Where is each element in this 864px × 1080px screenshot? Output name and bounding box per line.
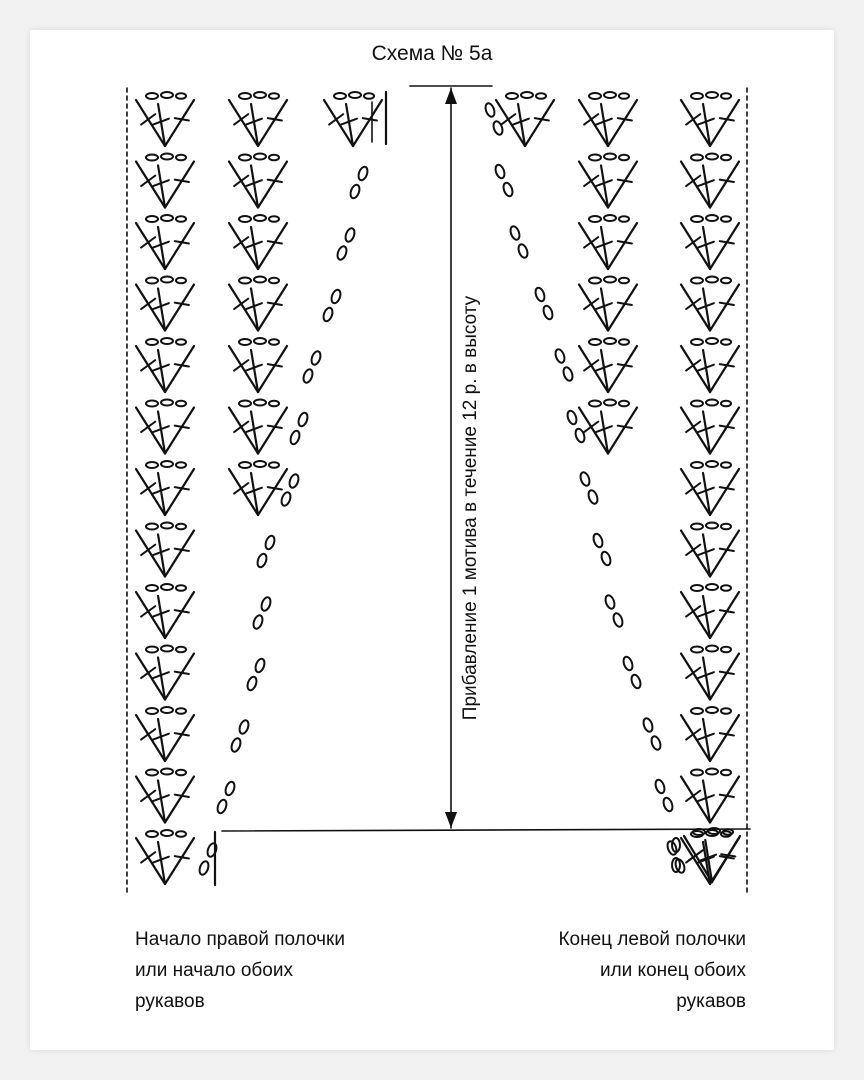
chain-stitch [254,658,266,674]
chain-stitch [161,400,173,406]
chain-stitch [334,93,346,99]
caption-right [558,924,746,1017]
dc-stitch [608,100,637,146]
v-motif [136,277,194,331]
chain-stitch [176,462,186,468]
chain-stitch [239,216,251,222]
chain-stitch [574,428,586,444]
chain-stitch [239,93,251,99]
chain-stitch [506,93,518,99]
dc-stitch [165,654,194,700]
v-motif [579,400,637,454]
chain-stitch [176,524,186,530]
chain-stitch [176,401,186,407]
v-motif [579,277,637,331]
chain-stitch [542,305,554,321]
dc-stitch [710,346,739,392]
chain-stitch [619,278,629,284]
edge-stitches [336,227,356,261]
chain-stitch [517,243,529,259]
chain-stitch [176,216,186,222]
caption-left-line-1: Начало правой полочки [135,929,345,950]
dc-stitch [608,346,637,392]
v-motif [229,400,287,454]
dc-stitch [710,162,739,208]
caption-right-line-3: рукавов [676,991,746,1012]
v-motif [136,154,194,208]
chain-stitch [721,585,731,591]
chain-stitch [691,524,703,530]
chain-stitch [289,430,301,446]
chain-stitch [494,164,506,180]
edge-stitches [252,596,272,630]
chain-stitch [604,277,616,283]
chain-stitch [554,348,566,364]
chain-stitch [721,401,731,407]
dc-stitch [165,285,194,331]
v-motif [136,400,194,454]
chain-stitch [619,216,629,222]
caption-right-line-2: или конец обоих [599,960,746,981]
chain-stitch [176,585,186,591]
dc-stitch [710,469,739,515]
caption-left [135,924,345,1017]
chain-stitch [269,278,279,284]
arrow-head-top [445,88,457,104]
chain-stitch [604,594,616,610]
v-motif [136,646,194,700]
chain-stitch [224,781,236,797]
chain-stitch [146,462,158,468]
chain-stitch [161,707,173,713]
chain-stitch [176,708,186,714]
chain-stitch [254,338,266,344]
chain-stitch [146,401,158,407]
dc-stitch [710,100,739,146]
v-motif [136,830,194,884]
v-motif [136,584,194,638]
dc-stitch [608,223,637,269]
dc-stitch [258,100,287,146]
chain-stitch [161,769,173,775]
chain-stitch [288,473,300,489]
chain-stitch [650,735,662,751]
v-motif [229,154,287,208]
chain-stitch [536,93,546,99]
chain-stitch [239,462,251,468]
chain-stitch [589,155,601,161]
v-motif [681,769,739,823]
v-motif [136,338,194,392]
chain-stitch [146,585,158,591]
chain-stitch [161,461,173,467]
chain-stitch [176,93,186,99]
chain-stitch [161,215,173,221]
chain-stitch [146,770,158,776]
chain-stitch [256,553,268,569]
v-motif [681,461,739,515]
chain-stitch [721,462,731,468]
v-motif [681,584,739,638]
dc-stitch [165,531,194,577]
dc-stitch [710,654,739,700]
chain-stitch [706,707,718,713]
chain-stitch [706,92,718,98]
chain-stitch [589,93,601,99]
chain-stitch [589,401,601,407]
edge-stitches [654,779,674,813]
chain-stitch [502,182,514,198]
v-motif [681,92,739,146]
chain-stitch [260,596,272,612]
v-motif [496,92,554,146]
v-motif [681,154,739,208]
chain-stitch [706,400,718,406]
dc-stitch [165,408,194,454]
v-motif [136,92,194,146]
chain-stitch [146,155,158,161]
chain-stitch [589,216,601,222]
v-motif [579,338,637,392]
chain-stitch [146,339,158,345]
edge-stitches [579,471,599,505]
chain-stitch [161,277,173,283]
dc-stitch [165,592,194,638]
edge-stitches [534,287,554,321]
dc-stitch [608,408,637,454]
chain-stitch [176,339,186,345]
chain-stitch [246,676,258,692]
chain-stitch [721,155,731,161]
dc-stitch [608,285,637,331]
v-motif [229,277,287,331]
chain-stitch [269,216,279,222]
chain-stitch [662,797,674,813]
chain-stitch [269,339,279,345]
chain-stitch [146,524,158,530]
chain-stitch [146,216,158,222]
chain-stitch [176,770,186,776]
edge-stitches [256,535,276,569]
chain-stitch [264,535,276,551]
chain-stitch [630,674,642,690]
chain-stitch [349,184,361,200]
edge-stitches [642,717,662,751]
chain-stitch [254,154,266,160]
chain-stitch [604,400,616,406]
dc-stitch [165,346,194,392]
chain-stitch [622,656,634,672]
v-motif [681,338,739,392]
chain-stitch [509,225,521,241]
chain-stitch [161,830,173,836]
dc-stitch [353,100,382,146]
chain-stitch [566,410,578,426]
chain-stitch [600,551,612,567]
edge-stitches [349,166,369,200]
chain-stitch [691,339,703,345]
v-motif [136,523,194,577]
dc-stitch [710,531,739,577]
chain-stitch [619,155,629,161]
dc-stitch [258,408,287,454]
chain-stitch [706,461,718,467]
dc-stitch [710,592,739,638]
edge-stitches [494,164,514,198]
v-motif [579,154,637,208]
dc-stitch [165,838,194,884]
arrow-head-bottom [445,812,457,828]
dc-stitch [258,162,287,208]
v-motif [681,215,739,269]
chain-stitch [254,92,266,98]
v-motif [229,338,287,392]
chain-stitch [161,646,173,652]
chain-stitch [239,155,251,161]
chain-stitch [216,799,228,815]
chain-stitch [691,278,703,284]
v-motif [136,769,194,823]
chain-stitch [269,401,279,407]
chain-stitch [161,92,173,98]
v-motif [681,523,739,577]
chain-stitch [691,155,703,161]
chain-stitch [239,339,251,345]
height-measure-arrow [222,86,750,831]
chain-stitch [706,646,718,652]
chain-stitch [706,338,718,344]
chain-stitch [357,166,369,182]
chain-stitch [604,92,616,98]
chain-stitch [589,339,601,345]
chain-stitch [146,278,158,284]
chain-stitch [691,585,703,591]
caption-right-line-1: Конец левой полочки [558,929,746,950]
dc-stitch [165,223,194,269]
v-motif [229,461,287,515]
chain-stitch [521,92,533,98]
chain-stitch [721,647,731,653]
chain-stitch [721,708,731,714]
dc-stitch [165,777,194,823]
chain-stitch [176,155,186,161]
chain-stitch [344,227,356,243]
edge-stitches [604,594,624,628]
chain-stitch [721,339,731,345]
chain-stitch [254,215,266,221]
dc-stitch [165,100,194,146]
chain-stitch [604,338,616,344]
chain-stitch [642,717,654,733]
chain-stitch [706,277,718,283]
chain-stitch [706,154,718,160]
v-motif [681,646,739,700]
edge-stitches [372,92,386,144]
chain-stitch [691,647,703,653]
chain-stitch [230,737,242,753]
edge-stitches [509,225,529,259]
chain-stitch [589,278,601,284]
chain-stitch [721,770,731,776]
chain-stitch [146,831,158,837]
chain-stitch [349,92,361,98]
chain-stitch [562,366,574,382]
v-motif [681,277,739,331]
chain-stitch [269,155,279,161]
left-panel-motifs [136,92,386,885]
edge-stitches [322,289,342,323]
chain-stitch [252,614,264,630]
chain-stitch [146,708,158,714]
chain-stitch [484,102,496,118]
dc-stitch [525,100,554,146]
chain-stitch [297,412,309,428]
chain-stitch [254,400,266,406]
chain-stitch [161,338,173,344]
chain-stitch [239,401,251,407]
dc-stitch [712,836,740,882]
dc-stitch [710,408,739,454]
chain-stitch [579,471,591,487]
chain-stitch [534,287,546,303]
chain-stitch [280,491,292,507]
dc-stitch [165,469,194,515]
chain-stitch [706,215,718,221]
chain-stitch [254,277,266,283]
v-motif [324,92,382,146]
chain-stitch [146,93,158,99]
dc-stitch [258,285,287,331]
v-motif [229,215,287,269]
edge-stitches [216,781,236,815]
scheme-title: Схема № 5а [371,42,493,65]
chain-stitch [619,401,629,407]
v-motif [136,707,194,761]
chain-stitch [612,612,624,628]
chain-stitch [706,584,718,590]
chain-stitch [619,93,629,99]
chain-stitch [619,339,629,345]
chain-stitch [161,584,173,590]
edge-stitches [622,656,642,690]
dc-stitch [608,162,637,208]
chain-stitch [330,289,342,305]
increase-label: Прибавление 1 мотива в течение 12 р. в высоту [460,295,481,721]
chain-stitch [706,523,718,529]
chain-stitch [604,215,616,221]
edge-stitches [302,350,322,384]
chain-stitch [364,93,374,99]
v-motif [681,707,739,761]
v-motif [579,92,637,146]
chain-stitch [161,523,173,529]
right-panel-motifs [484,92,740,884]
chain-stitch [176,278,186,284]
edge-stitches [289,412,309,446]
chain-stitch [238,719,250,735]
edge-stitches [280,473,300,507]
caption-left-line-2: или начало обоих [135,960,293,981]
chain-stitch [322,307,334,323]
dc-stitch [710,223,739,269]
chain-stitch [604,154,616,160]
v-motif [136,215,194,269]
chain-stitch [176,831,186,837]
edge-stitches [592,533,612,567]
dc-stitch [710,777,739,823]
dc-stitch [165,162,194,208]
chain-stitch [239,278,251,284]
chain-stitch [198,860,210,876]
dc-stitch [258,469,287,515]
chain-stitch [691,216,703,222]
chain-stitch [206,842,218,858]
chain-stitch [269,462,279,468]
dc-stitch [710,285,739,331]
v-motif [579,215,637,269]
edge-stitches [246,658,266,692]
chain-stitch [587,489,599,505]
chain-stitch [302,368,314,384]
dc-stitch [710,715,739,761]
chain-stitch [691,708,703,714]
v-motif [136,461,194,515]
chain-stitch [691,401,703,407]
chain-stitch [310,350,322,366]
chain-stitch [691,462,703,468]
chain-stitch [721,524,731,530]
chain-stitch [654,779,666,795]
chain-stitch [721,93,731,99]
dc-stitch [258,346,287,392]
chain-stitch [691,770,703,776]
v-motif [229,92,287,146]
edge-stitches [230,719,250,753]
chain-stitch [336,245,348,261]
chain-stitch [176,647,186,653]
dc-stitch [258,223,287,269]
chain-stitch [161,154,173,160]
v-motif [681,400,739,454]
edge-stitches [554,348,574,382]
chain-stitch [269,93,279,99]
chain-stitch [592,533,604,549]
chain-stitch [254,461,266,467]
dc-stitch [165,715,194,761]
caption-left-line-3: рукавов [135,991,205,1012]
chain-stitch [691,93,703,99]
chain-stitch [706,769,718,775]
chain-stitch [721,216,731,222]
chain-stitch [721,278,731,284]
chain-stitch [146,647,158,653]
